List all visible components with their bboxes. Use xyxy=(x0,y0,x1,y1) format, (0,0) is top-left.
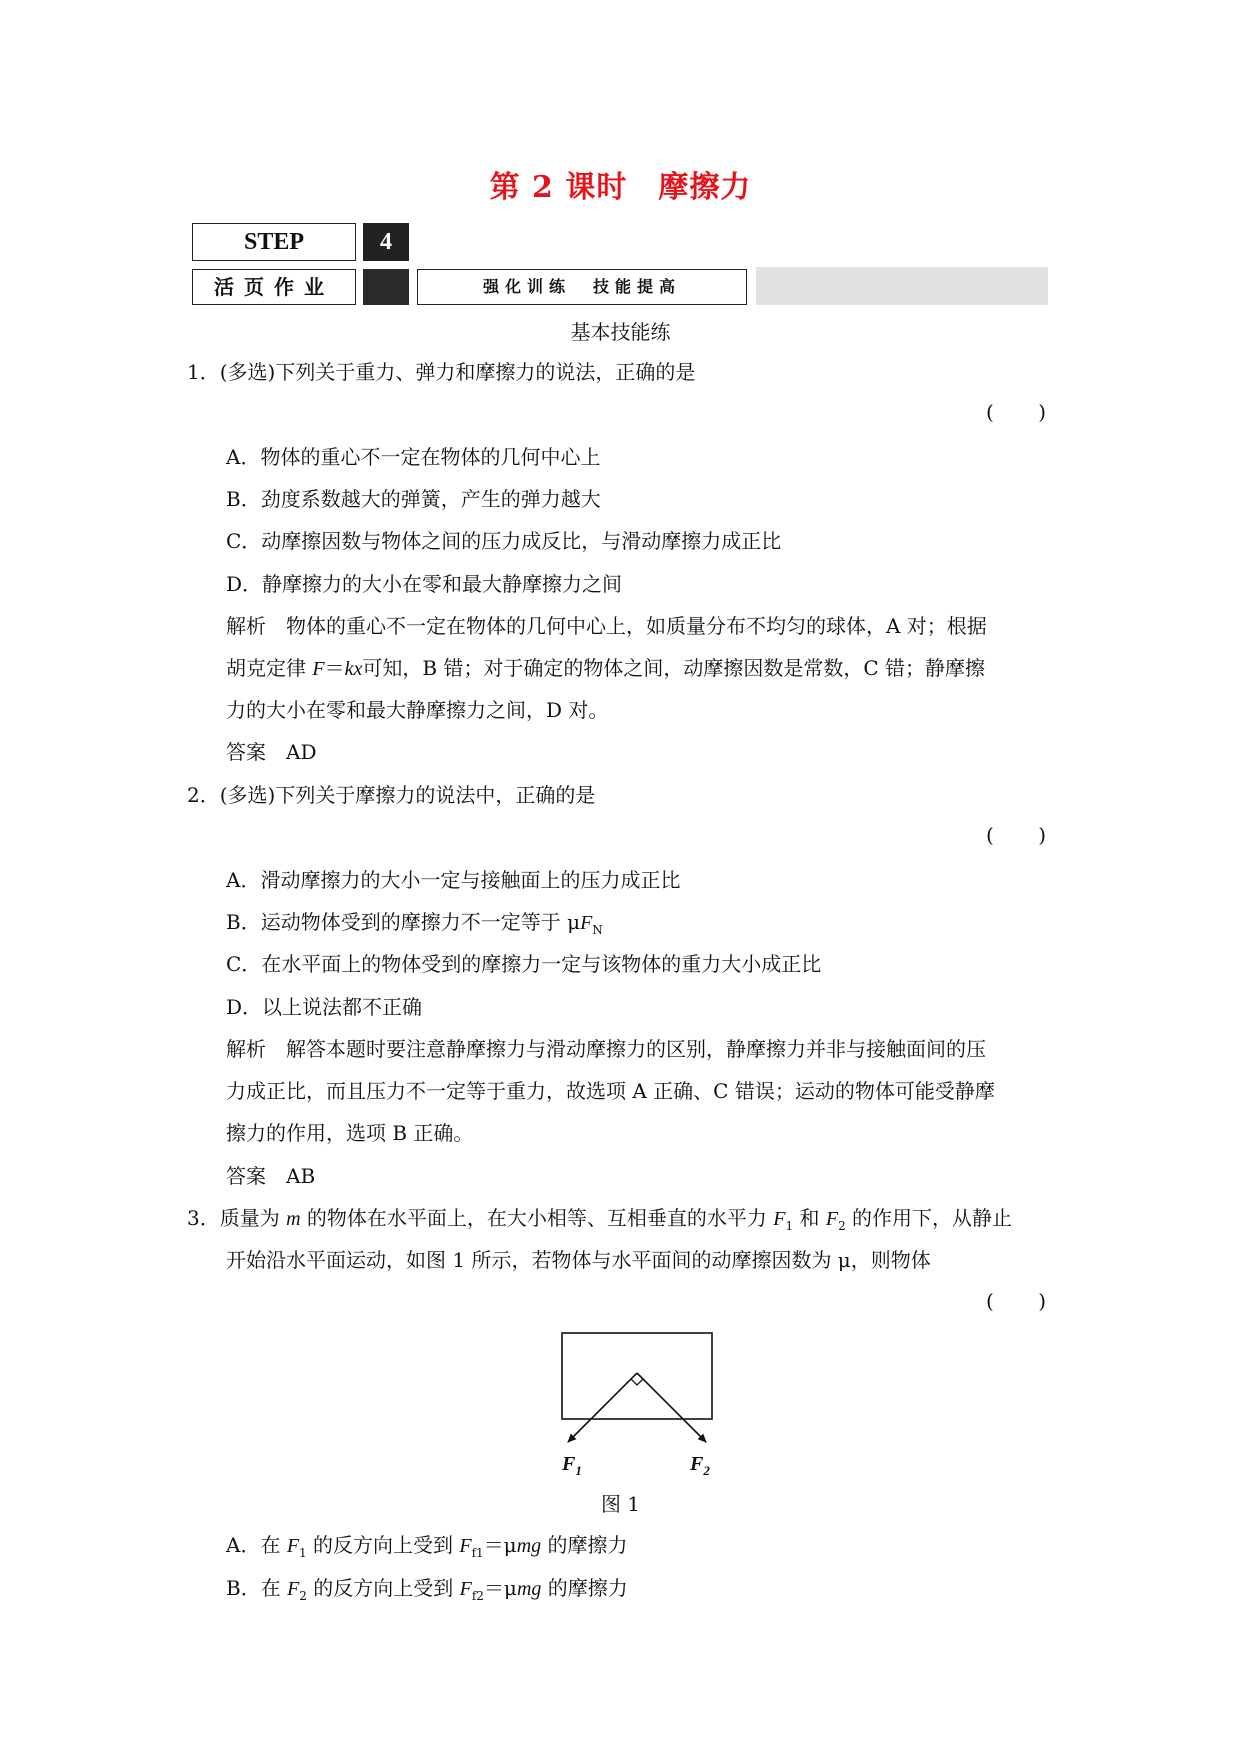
q1-analysis-line1: 解析 物体的重心不一定在物体的几何中心上，如质量分布不均匀的球体，A 对；根据 xyxy=(226,614,987,638)
label-f1: $F_1$ xyxy=(562,1453,582,1478)
q1-option-b: B．劲度系数越大的弹簧，产生的弹力越大 xyxy=(226,487,601,511)
q1-answer: 答案 AD xyxy=(226,740,317,764)
training-label-box: 强化训练 技能提高 xyxy=(417,269,747,305)
step-number-box: 4 xyxy=(363,223,409,261)
q2-analysis-line3: 擦力的作用，选项 B 正确。 xyxy=(226,1121,474,1145)
q3-option-a: A．在 $F_1$ 的反方向上受到 $F_{f1}=\mu mg$ 的摩擦力 xyxy=(226,1533,628,1560)
q3-stem-line1: 3．质量为 m 的物体在水平面上，在大小相等、互相垂直的水平力 $F_1$ 和 $F_2$ 的作用下，从静止 xyxy=(187,1206,1013,1233)
q2-option-d: D．以上说法都不正确 xyxy=(226,995,423,1019)
q3-stem-line2: 开始沿水平面运动，如图 1 所示，若物体与水平面间的动摩擦因数为 μ，则物体 xyxy=(226,1248,931,1272)
label-f2: $F_2$ xyxy=(690,1453,710,1478)
force-f2-arrow xyxy=(637,1373,706,1442)
q1-analysis-line2: 胡克定律 F＝kx可知，B 错；对于确定的物体之间，动摩擦因数是常数，C 错；静摩擦 xyxy=(226,656,986,680)
homework-label-box: 活页作业 xyxy=(192,269,356,305)
q2-option-a: A．滑动摩擦力的大小一定与接触面上的压力成正比 xyxy=(226,868,681,892)
q1-analysis-line3: 力的大小在零和最大静摩擦力之间，D 对。 xyxy=(226,698,609,722)
q3-option-b: B．在 $F_2$ 的反方向上受到 $F_{f2}=\mu mg$ 的摩擦力 xyxy=(226,1576,628,1603)
force-f1-arrow xyxy=(568,1373,637,1442)
q1-option-d: D．静摩擦力的大小在零和最大静摩擦力之间 xyxy=(226,572,623,596)
q2-option-c: C．在水平面上的物体受到的摩擦力一定与该物体的重力大小成正比 xyxy=(226,952,822,976)
q2-option-b: B．运动物体受到的摩擦力不一定等于 $\mu F_N$ xyxy=(226,910,603,937)
q1-option-a: A．物体的重心不一定在物体的几何中心上 xyxy=(226,445,601,469)
q2-answer-blank: ( ) xyxy=(986,823,1046,847)
q2-stem: 2．(多选)下列关于摩擦力的说法中，正确的是 xyxy=(187,783,596,807)
q1-option-c: C．动摩擦因数与物体之间的压力成反比，与滑动摩擦力成正比 xyxy=(226,529,782,553)
q2-analysis-line2: 力成正比，而且压力不一定等于重力，故选项 A 正确、C 错误；运动的物体可能受静摩 xyxy=(226,1079,995,1103)
step-label-box: STEP xyxy=(192,223,356,261)
q3-answer-blank: ( ) xyxy=(986,1289,1046,1313)
q1-answer-blank: ( ) xyxy=(986,400,1046,424)
q2-answer: 答案 AB xyxy=(226,1164,316,1188)
figure-1-diagram xyxy=(540,1320,740,1490)
header-gray-bar xyxy=(756,267,1048,305)
dark-block xyxy=(363,269,409,305)
right-angle-mark xyxy=(631,1379,643,1385)
page-title: 第 2 课时 摩擦力 xyxy=(489,170,752,205)
figure-1-caption: 图 1 xyxy=(600,1492,641,1516)
q1-stem: 1．(多选)下列关于重力、弹力和摩擦力的说法，正确的是 xyxy=(187,360,696,384)
block-rectangle xyxy=(562,1333,712,1419)
q2-analysis-line1: 解析 解答本题时要注意静摩擦力与滑动摩擦力的区别，静摩擦力并非与接触面间的压 xyxy=(226,1037,986,1061)
section-title: 基本技能练 xyxy=(570,320,671,344)
